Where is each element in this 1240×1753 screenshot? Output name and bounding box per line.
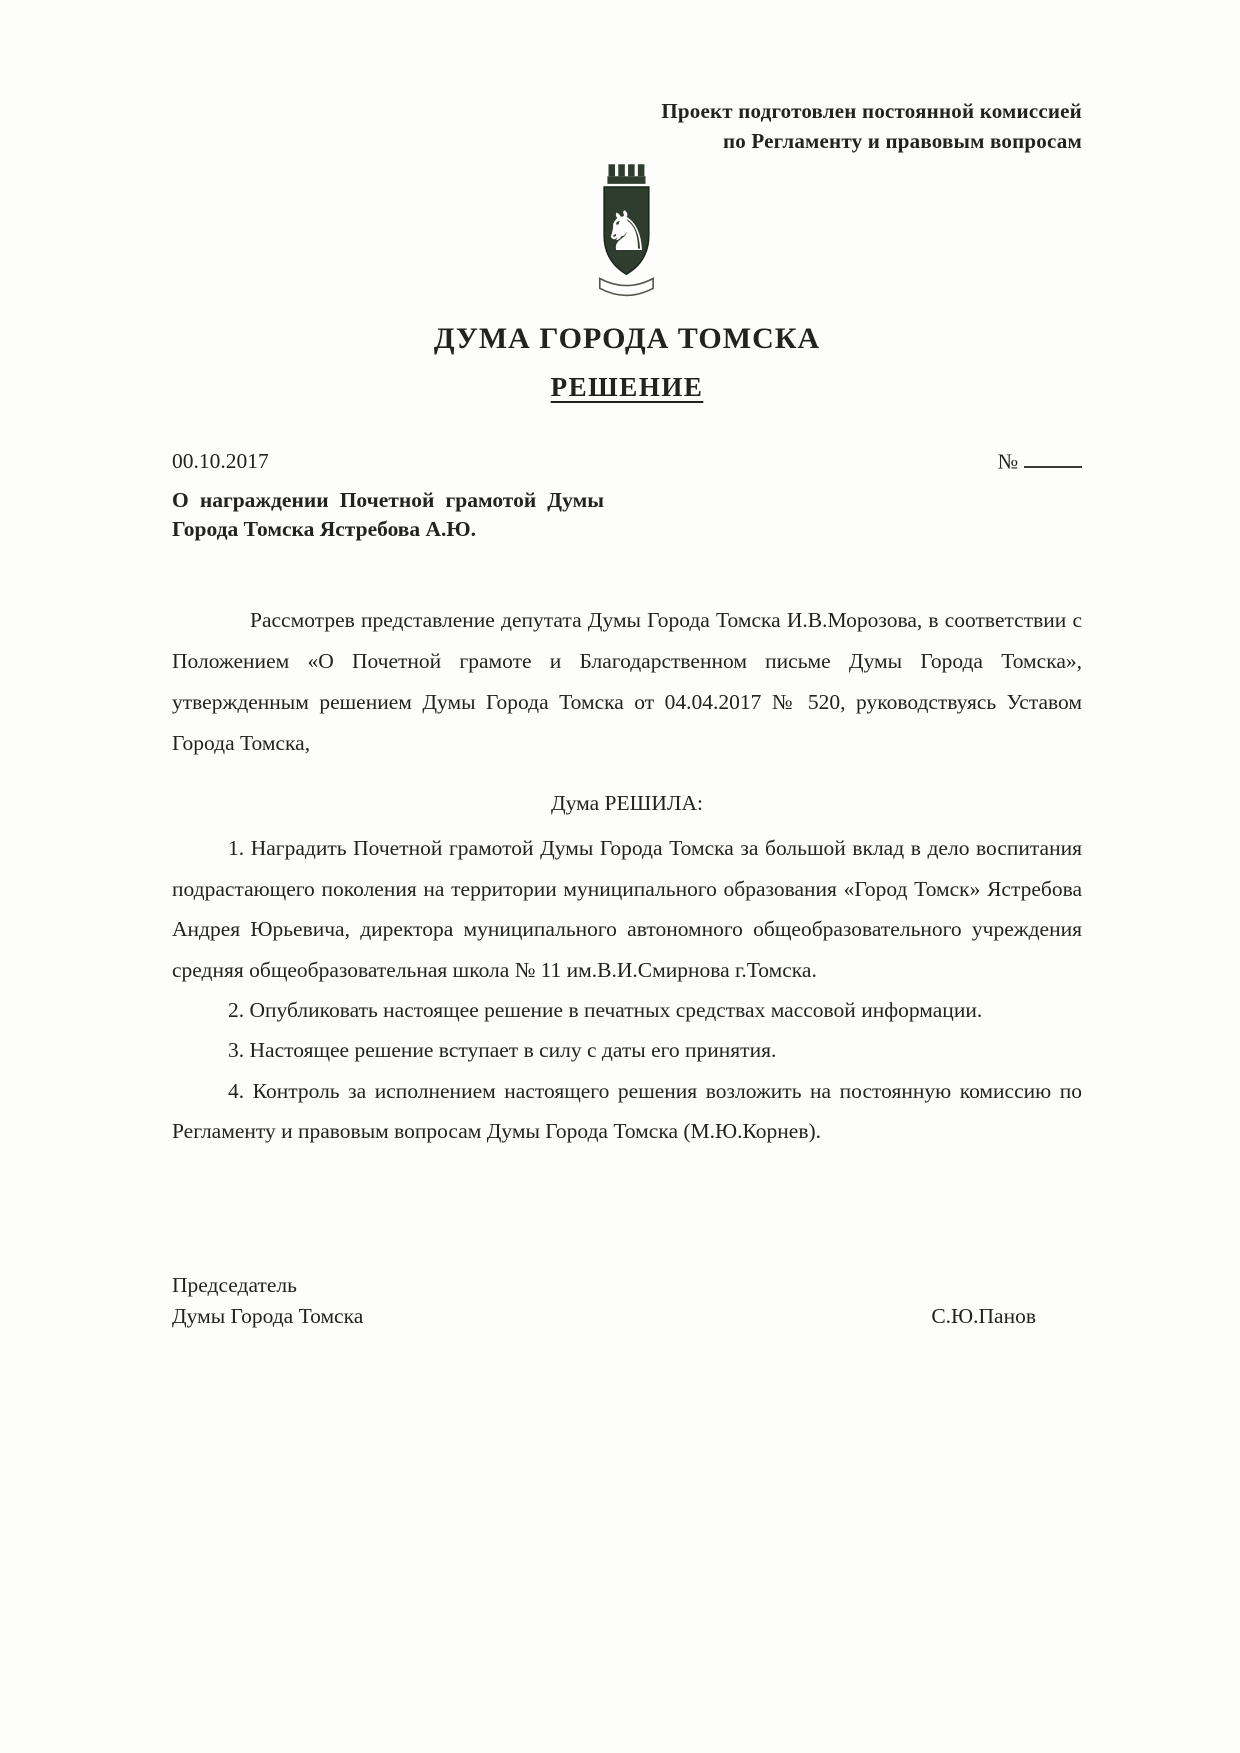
emblem-ribbon (600, 278, 653, 295)
emblem-container (172, 161, 1082, 314)
doc-number-blank (1024, 445, 1082, 469)
doc-number-label: № (997, 449, 1018, 474)
doc-type-text: РЕШЕНИЕ (550, 371, 704, 402)
signature-name: С.Ю.Панов (931, 1303, 1036, 1328)
resolution-item: 3. Настоящее решение вступает в силу с даты его принятия. (228, 1038, 777, 1063)
signature-position-line2: Думы Города Томска (172, 1303, 364, 1328)
signature-position (172, 1270, 363, 1332)
header-note-line2: по Регламенту и правовым вопросам (722, 129, 1082, 154)
resolution-item: 2. Опубликовать настоящее решение в печатных средствах массовой информации. (228, 997, 983, 1022)
doc-date: 00.10.2017 (172, 449, 269, 474)
resolution-item: 4. Контроль за исполнением настоящего решения возложить на постоянную комиссию по Регламенту и правовым вопросам Думы Города Томска (М.Ю.Корнев). (172, 1078, 1082, 1144)
meta-row (172, 445, 1082, 475)
signature-position-line1: Председатель (172, 1272, 297, 1297)
org-title: ДУМА ГОРОДА ТОМСКА (433, 321, 821, 355)
intro-paragraph: Рассмотрев представление депутата Думы Города Томска И.В.Морозова, в соответствии с Положением «О Почетной грамоте и Благодарственном письме Думы Города Томска», утвержденным решением Думы Города Томска от 04.04.2017 № 520, руководствуясь Уставом Города Томска, (172, 607, 1082, 755)
document-body (172, 600, 1082, 1152)
subject-block: О награждении Почетной грамотой Думы Города Томска Ястребова А.Ю. (172, 488, 604, 542)
signature-block (172, 1270, 1082, 1332)
resolution-item: 1. Наградить Почетной грамотой Думы Города Томска за большой вклад в дело воспитания подрастающего поколения на территории муниципального образования «Город Томск» Ястребова Андрея Юрьевича, директора муниципального автономного общеобразовательного учреждения средняя общеобразовательная школа № 11 им.В.И.Смирнова г.Томска. (172, 836, 1082, 982)
resolution-heading: Дума РЕШИЛА: (551, 791, 703, 816)
header-note-line1: Проект подготовлен постоянной комиссией (661, 99, 1082, 123)
doc-type-title (172, 372, 1082, 403)
header-note (172, 96, 1082, 157)
tomsk-coat-of-arms-icon (571, 161, 683, 309)
emblem-horse-icon: ♞ (602, 199, 651, 264)
doc-number (997, 445, 1082, 475)
